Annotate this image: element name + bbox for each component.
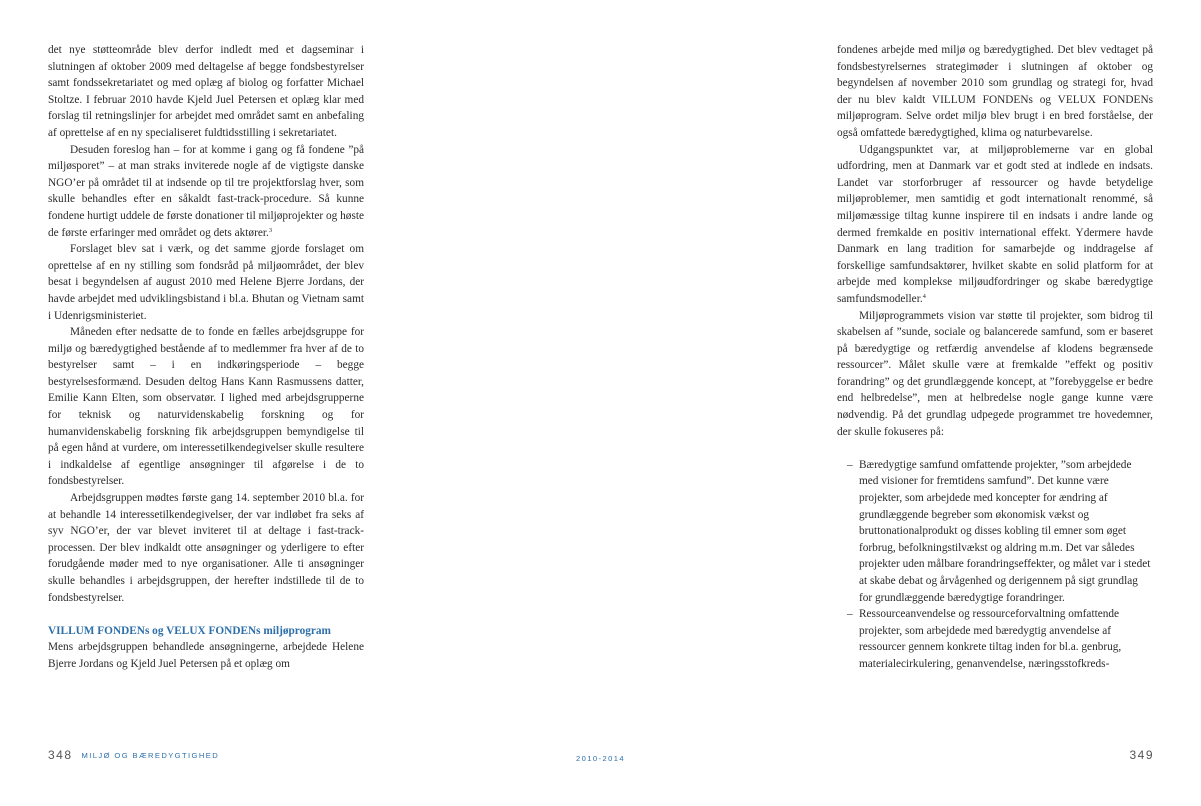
footnote-marker[interactable]: 3 xyxy=(268,226,273,234)
paragraph xyxy=(48,490,364,606)
paragraph xyxy=(837,42,1153,142)
dash-bullet: – xyxy=(847,458,853,471)
section-heading: VILLUM FONDENs og VELUX FONDENs miljøprogram xyxy=(48,624,331,637)
center-footer xyxy=(0,749,1201,765)
paragraph xyxy=(837,142,1153,308)
page-number: 348 xyxy=(48,748,73,762)
left-page-body xyxy=(48,42,364,673)
list-item xyxy=(837,606,1153,672)
dash-bullet: – xyxy=(847,608,853,621)
paragraph-text: Måneden efter nedsatte de to fonde en fælles arbejdsgruppe for miljø og bæredygtighed bestående af to medlemmer fra hver af de to bestyrelser samt – i en indkøringsperiode – begge bestyrelsesformænd. Desuden deltog Hans Kann Rasmussens datter, Emilie Kann Elten, som observatør. I lighed med arbejdsgrupperne for teknisk og naturvidenskabelig forskning og for humanvidenskabelig forskning fik arbejdsgruppen bemyndigelse til på egen hånd at vurdere, om interessetilkendegivelser skulle resultere i indkaldelse af egentlige ansøgninger til afgørelse i de to fondsbestyrelser. xyxy=(48,326,364,488)
running-header-label: MILJØ OG BÆREDYGTIGHED xyxy=(81,751,220,760)
paragraph: Mens arbejdsgruppen behandlede ansøgningerne, arbejdede Helene Bjerre Jordans og Kjeld Juel Petersen på et oplæg om xyxy=(48,641,364,670)
section-gap xyxy=(48,606,364,623)
list-item-text: Bæredygtige samfund omfattende projekter, ”som arbejdede med visioner for fremtidens samfund”. Det kunne være projekter, som arbejdede med koncepter for ændring af grundlæggende begreber som økonomisk vækst og bruttonationalprodukt og disses kobling til emner som øget forbrug, befolkningstilvækst og aldring m.m. Det var således projekter uden målbare forandringseffekter, og målet var i stedet at skabe debat og årvågenhed og derigennem på sigt grundlag for grundlæggende bæredygtige forandringer. xyxy=(859,458,1151,604)
paragraph-text: Udgangspunktet var, at miljøproblemerne var en global udfordring, men at Danmark var et godt sted at indlede en indsats. Landet var storforbruger af ressourcer og havde betydelige miljøproblemer, men samtidig et godt internationalt renommé, så miljømæssige tiltag kunne inspirere til en indsats i andre lande og dermed fremkalde en positiv international effekt. Ydermere havde Danmark en lang tradition for samarbejde og inddragelse af forskellige samfundsaktører, hvilket skabte en solid platform for at arbejde med komplekse miljøudfordringer og skabe bæredygtige samfundsmodeller. xyxy=(837,143,1153,305)
paragraph-text: Desuden foreslog han – for at komme i gang og få fondene ”på miljøsporet” – at man straks inviterede nogle af de vigtigste danske NGO’er på området til at indsende op til tre projektforslag hver, som skulle behandles efter en såkaldt fast-track-procedure. Så kunne fondene hurtigt uddele de første donationer til miljøprojekter og høste de første erfaringer med området og dets aktører. xyxy=(48,143,364,239)
list-item xyxy=(837,457,1153,606)
paragraph xyxy=(48,142,364,242)
paragraph-text: det nye støtteområde blev derfor indledt med et dagseminar i slutningen af oktober 2009 med deltagelse af begge fondsbestyrelser samt fondssekretariatet og med oplæg af biolog og forfatter Michael Stoltze. I februar 2010 havde Kjeld Juel Petersen et oplæg klar med forslag til retningslinjer for arbejdet med området samt en anbefaling af oprettelse af en ny specialiseret fuldtidsstilling i sekretariatet. xyxy=(48,44,364,139)
paragraph xyxy=(48,42,364,142)
page-number: 349 xyxy=(1129,748,1154,762)
paragraph xyxy=(837,308,1153,441)
paragraph xyxy=(48,241,364,324)
paragraph-text: Arbejdsgruppen mødtes første gang 14. september 2010 bl.a. for at behandle 14 interessetilkendegivelser, der var indløbet fra seks af syv NGO’er, der var blevet inviteret til at deltage i fast-track-processen. Der blev indkaldt otte ansøgninger og yderligere to efter forudgående møder med to nye organisationer. Alle ti ansøgninger skulle behandles i arbejdsgruppen, der herefter indstillede til de to fondsbestyrelser. xyxy=(48,492,364,604)
paragraph xyxy=(48,324,364,490)
list-item-text: Ressourceanvendelse og ressourceforvaltning omfattende projekter, som arbejdede med bæredygtig anvendelse af ressourcer gennem konkrete tiltag inden for bl.a. genbrug, materialecirkulering, genanvendelse, næringsstofkreds- xyxy=(859,608,1122,670)
right-page-body xyxy=(837,42,1153,673)
bullet-list xyxy=(837,457,1153,673)
paragraph-text: Forslaget blev sat i værk, og det samme gjorde forslaget om oprettelse af en ny stilling som fondsråd på miljøområdet, der blev besat i begyndelsen af august 2010 med Helene Bjerre Jordans, der havde arbejdet med udviklingsbistand i bl.a. Bhutan og Vietnam samt i Udenrigsministeriet. xyxy=(48,243,364,322)
footnote-marker[interactable]: 4 xyxy=(922,292,926,300)
paragraph-text: fondenes arbejde med miljø og bæredygtighed. Det blev vedtaget på fondsbestyrelsernes strategimøder i slutningen af oktober og begyndelsen af november 2010 som grundlag og strategi for, hvad der nu blev kaldt VILLUM FONDENs og VELUX FONDENs miljøprogram. Selve ordet miljø blev brugt i en bred forståelse, der også omfattede bæredygtighed, klima og naturbevarelse. xyxy=(837,44,1153,139)
section-gap xyxy=(837,440,1153,457)
paragraph-text: Miljøprogrammets vision var støtte til projekter, som bidrog til skabelsen af ”sunde, sociale og balancerede samfund, som er baseret på bæredygtige og retfærdig anvendelse af klodens begrænsede ressourcer”. Målet skulle være at fremkalde ”effekt og positiv forandring” og det grundlæggende koncept, at ”forebyggelse er bedre end helbredelse”, men at helbredelse nogle gange kunne være nødvendig. På det grundlag udpegede programmet tre hovedemner, der skulle fokuseres på: xyxy=(837,309,1153,438)
right-page-footer xyxy=(1129,746,1154,762)
period-label: 2010-2014 xyxy=(576,754,625,763)
